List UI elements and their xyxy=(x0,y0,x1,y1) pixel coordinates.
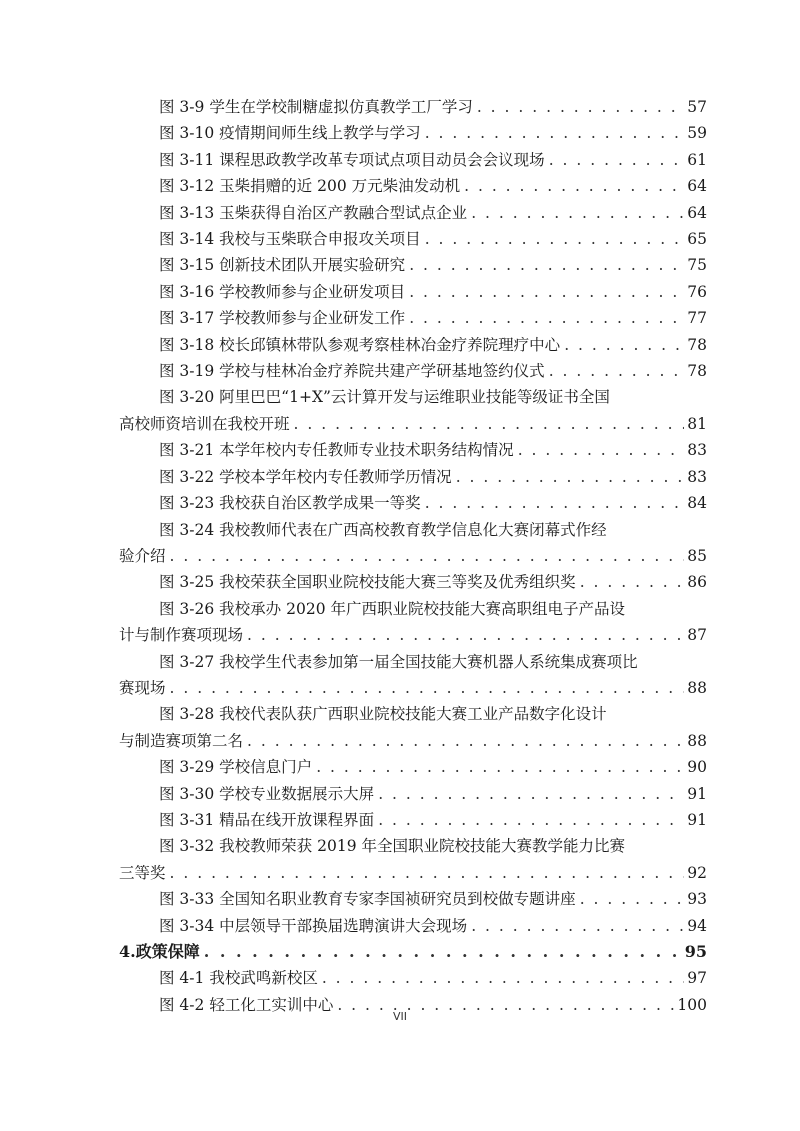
dot-leader xyxy=(409,252,684,278)
toc-entry-page: 76 xyxy=(687,282,707,301)
toc-entry-page: 91 xyxy=(687,784,707,803)
toc-figure-entry[interactable] xyxy=(119,147,707,173)
toc-entry-page: 100 xyxy=(677,995,707,1014)
toc-entry-page: 95 xyxy=(684,942,707,961)
table-of-contents xyxy=(119,94,707,1018)
toc-figure-entry[interactable] xyxy=(119,649,707,702)
toc-entry-page: 91 xyxy=(687,810,707,829)
dot-leader xyxy=(204,939,682,965)
dot-leader xyxy=(471,913,684,939)
toc-figure-entry[interactable] xyxy=(119,384,707,437)
toc-figure-entry[interactable] xyxy=(119,596,707,649)
toc-entry-title-line: 图 3-26 我校承办 2020 年广西职业院校技能大赛高职组电子产品设 xyxy=(159,599,625,618)
dot-leader xyxy=(294,411,685,437)
toc-entry-page: 64 xyxy=(687,203,707,222)
toc-entry-page: 59 xyxy=(687,124,707,143)
toc-entry-page: 93 xyxy=(687,890,707,909)
dot-leader xyxy=(456,464,685,490)
toc-entry-title: 图 3-14 我校与玉柴联合申报攻关项目 xyxy=(159,230,421,249)
toc-entry-title: 图 3-9 学生在学校制糖虚拟仿真教学工厂学习 xyxy=(159,98,473,116)
dot-leader xyxy=(564,332,684,358)
toc-figure-entry[interactable] xyxy=(119,464,707,490)
toc-figure-entry[interactable] xyxy=(119,332,707,358)
toc-entry-page: 77 xyxy=(687,309,707,328)
toc-entry-title: 图 3-25 我校荣获全国职业院校技能大赛三等奖及优秀组织奖 xyxy=(159,573,576,592)
dot-leader xyxy=(378,807,684,833)
toc-entry-page: 65 xyxy=(687,230,707,249)
dot-leader xyxy=(580,886,685,912)
toc-entry-title: 高校师资培训在我校开班 xyxy=(119,414,290,433)
toc-entry-title: 图 3-11 课程思政教学改革专项试点项目动员会会议现场 xyxy=(159,150,545,169)
toc-entry-page: 57 xyxy=(687,98,707,116)
dot-leader xyxy=(409,279,684,305)
toc-entry-title: 图 3-30 学校专业数据展示大屏 xyxy=(159,784,375,803)
toc-entry-page: 86 xyxy=(687,573,707,592)
toc-figure-entry[interactable] xyxy=(119,173,707,199)
dot-leader xyxy=(170,860,685,886)
dot-leader xyxy=(477,94,684,120)
toc-figure-entry[interactable] xyxy=(119,490,707,516)
toc-figure-entry[interactable] xyxy=(119,305,707,331)
toc-figure-entry[interactable] xyxy=(119,226,707,252)
toc-figure-entry[interactable] xyxy=(119,913,707,939)
toc-entry-title: 4.政策保障 xyxy=(119,942,200,961)
toc-entry-page: 75 xyxy=(687,256,707,275)
dot-leader xyxy=(409,305,684,331)
toc-entry-page: 83 xyxy=(687,441,707,460)
toc-figure-entry[interactable] xyxy=(119,120,707,146)
dot-leader xyxy=(518,437,685,463)
toc-entry-page: 94 xyxy=(687,916,707,935)
toc-entry-title-line: 图 3-20 阿里巴巴“1+X”云计算开发与运维职业技能等级证书全国 xyxy=(159,388,610,407)
toc-entry-page: 84 xyxy=(687,494,707,513)
toc-entry-title: 图 3-13 玉柴获得自治区产教融合型试点企业 xyxy=(159,203,468,222)
toc-entry-title: 图 3-29 学校信息门户 xyxy=(159,758,313,777)
toc-figure-entry[interactable] xyxy=(119,252,707,278)
dot-leader xyxy=(247,622,684,648)
toc-figure-entry[interactable] xyxy=(119,279,707,305)
toc-entry-title-line: 图 3-24 我校教师代表在广西高校教育教学信息化大赛闭幕式作经 xyxy=(159,520,607,539)
toc-figure-entry[interactable] xyxy=(119,358,707,384)
dot-leader xyxy=(580,569,685,595)
toc-entry-title: 图 3-17 学校教师参与企业研发工作 xyxy=(159,309,406,328)
toc-entry-page: 88 xyxy=(687,731,707,750)
toc-entry-title: 图 3-19 学校与桂林冶金疗养院共建产学研基地签约仪式 xyxy=(159,362,545,381)
toc-entry-page: 97 xyxy=(687,969,707,988)
toc-section-entry[interactable] xyxy=(119,939,707,965)
toc-entry-title: 图 3-23 我校获自治区教学成果一等奖 xyxy=(159,494,421,513)
toc-entry-title: 与制造赛项第二名 xyxy=(119,731,244,750)
toc-figure-entry[interactable] xyxy=(119,754,707,780)
toc-entry-page: 64 xyxy=(687,177,707,196)
toc-entry-title: 图 3-10 疫情期间师生线上教学与学习 xyxy=(159,124,421,143)
toc-entry-title: 图 3-34 中层领导干部换届选聘演讲大会现场 xyxy=(159,916,468,935)
dot-leader xyxy=(471,200,684,226)
dot-leader xyxy=(464,173,684,199)
toc-entry-title: 图 3-16 学校教师参与企业研发项目 xyxy=(159,282,406,301)
toc-figure-entry[interactable] xyxy=(119,94,707,120)
toc-entry-title-line: 图 3-32 我校教师荣获 2019 年全国职业院校技能大赛教学能力比赛 xyxy=(159,837,625,856)
toc-entry-page: 78 xyxy=(687,362,707,381)
page-number: VII xyxy=(392,1010,407,1023)
toc-entry-title: 图 3-22 学校本学年校内专任教师学历情况 xyxy=(159,467,452,486)
toc-figure-entry[interactable] xyxy=(119,886,707,912)
dot-leader xyxy=(425,226,685,252)
dot-leader xyxy=(170,543,685,569)
toc-entry-title: 赛现场 xyxy=(119,678,166,697)
dot-leader xyxy=(549,147,685,173)
toc-entry-title: 图 4-1 我校武鸣新校区 xyxy=(159,969,318,988)
toc-figure-entry[interactable] xyxy=(119,701,707,754)
toc-entry-title: 图 3-33 全国知名职业教育专家李国祯研究员到校做专题讲座 xyxy=(159,890,576,909)
dot-leader xyxy=(549,358,685,384)
toc-entry-title: 三等奖 xyxy=(119,863,166,882)
toc-entry-title: 图 3-15 创新技术团队开展实验研究 xyxy=(159,256,406,275)
dot-leader xyxy=(247,728,684,754)
toc-entry-title: 图 3-21 本学年校内专任教师专业技术职务结构情况 xyxy=(159,441,514,460)
toc-entry-page: 90 xyxy=(687,758,707,777)
toc-figure-entry[interactable] xyxy=(119,965,707,991)
toc-entry-page: 78 xyxy=(687,335,707,354)
toc-figure-entry[interactable] xyxy=(119,833,707,886)
dot-leader xyxy=(378,781,684,807)
dot-leader xyxy=(316,754,684,780)
toc-entry-title: 计与制作赛项现场 xyxy=(119,626,244,645)
toc-entry-title: 图 3-12 玉柴捐赠的近 200 万元柴油发动机 xyxy=(159,177,461,196)
toc-figure-entry[interactable] xyxy=(119,200,707,226)
toc-entry-page: 81 xyxy=(687,414,707,433)
toc-entry-page: 88 xyxy=(687,678,707,697)
toc-figure-entry[interactable] xyxy=(119,569,707,595)
toc-entry-page: 92 xyxy=(687,863,707,882)
toc-entry-title: 图 3-18 校长邱镇林带队参观考察桂林冶金疗养院理疗中心 xyxy=(159,335,561,354)
toc-entry-title-line: 图 3-28 我校代表队获广西职业院校技能大赛工业产品数字化设计 xyxy=(159,705,607,724)
toc-figure-entry[interactable] xyxy=(119,807,707,833)
dot-leader xyxy=(425,120,685,146)
toc-entry-page: 87 xyxy=(687,626,707,645)
toc-entry-page: 85 xyxy=(687,546,707,565)
toc-entry-title: 验介绍 xyxy=(119,546,166,565)
toc-figure-entry[interactable] xyxy=(119,781,707,807)
dot-leader xyxy=(425,490,685,516)
toc-entry-title: 图 3-31 精品在线开放课程界面 xyxy=(159,810,375,829)
dot-leader xyxy=(322,965,684,991)
toc-figure-entry[interactable] xyxy=(119,437,707,463)
toc-entry-title-line: 图 3-27 我校学生代表参加第一届全国技能大赛机器人系统集成赛项比 xyxy=(159,652,638,671)
toc-entry-title: 图 4-2 轻工化工实训中心 xyxy=(159,995,334,1014)
toc-entry-page: 83 xyxy=(687,467,707,486)
dot-leader xyxy=(170,675,685,701)
toc-figure-entry[interactable] xyxy=(119,517,707,570)
toc-entry-page: 61 xyxy=(687,150,707,169)
